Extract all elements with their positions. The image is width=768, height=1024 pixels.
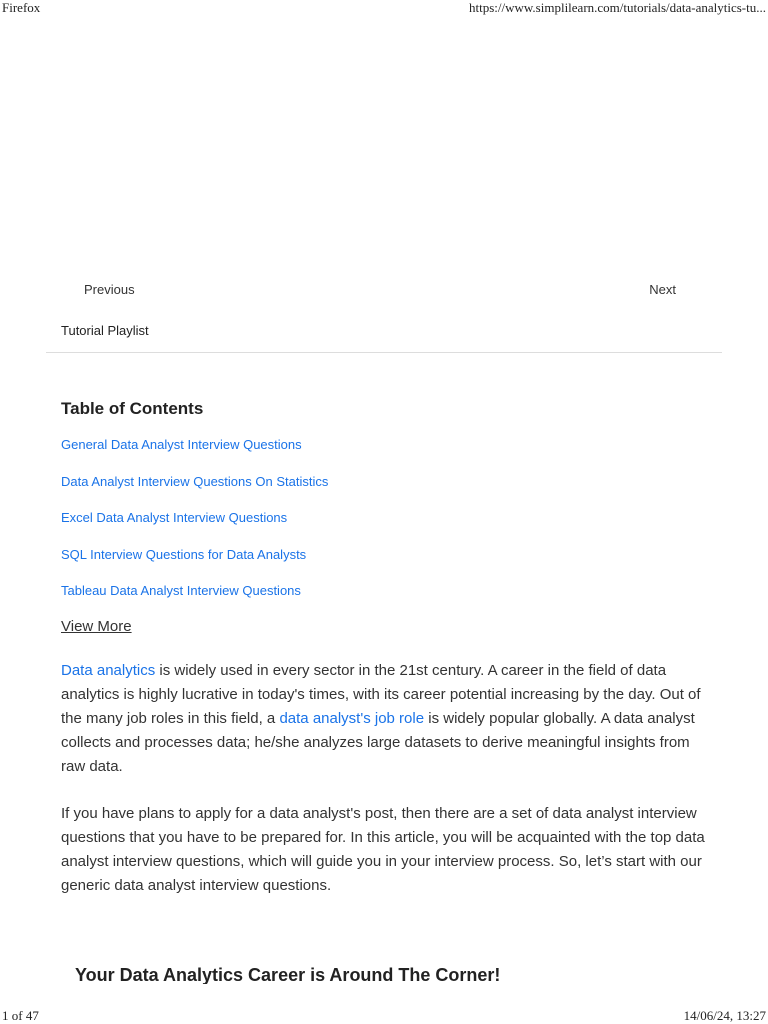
view-more-link[interactable]: View More: [61, 618, 132, 635]
toc-title: Table of Contents: [61, 399, 204, 418]
intro-text-1: is widely used in every sector in the 21st century. A career in the field of data analytics is highly lucrative in today's times, with its career potential increasing by the day. Out of the many job roles in this field, a: [61, 662, 701, 727]
page-count: 1 of 47: [2, 1008, 39, 1023]
toc-item: [61, 510, 328, 547]
print-footer: [0, 1008, 768, 1024]
previous-link[interactable]: Previous: [84, 282, 135, 297]
browser-name: Firefox: [2, 0, 41, 15]
toc-link-statistics[interactable]: Data Analyst Interview Questions On Statistics: [61, 473, 329, 489]
data-analytics-link[interactable]: Data analytics: [61, 662, 156, 679]
intro-paragraph: [61, 659, 711, 779]
print-timestamp: 14/06/24, 13:27: [683, 1008, 766, 1023]
toc-item: [61, 474, 328, 511]
toc-link-tableau[interactable]: Tableau Data Analyst Interview Questions: [61, 583, 301, 598]
tutorial-playlist-label[interactable]: Tutorial Playlist: [61, 323, 149, 338]
toc-item: [61, 547, 328, 584]
toc-item: [61, 583, 328, 620]
divider: [46, 352, 722, 353]
toc-link-excel[interactable]: Excel Data Analyst Interview Questions: [61, 510, 288, 525]
page-url: https://www.simplilearn.com/tutorials/data-analytics-tu...: [468, 0, 766, 15]
next-link[interactable]: Next: [649, 282, 676, 297]
promo-heading: Your Data Analytics Career is Around The Corner!: [75, 965, 501, 984]
intro-text-2: is widely popular globally. A data analyst collects and processes data; he/she analyzes large datasets to derive meaningful insights from raw data.: [61, 710, 695, 775]
toc-link-sql[interactable]: SQL Interview Questions for Data Analysts: [61, 546, 307, 562]
toc-list: [61, 437, 328, 620]
toc-item: [61, 437, 328, 474]
toc-link-general[interactable]: General Data Analyst Interview Questions: [61, 437, 302, 452]
data-analyst-job-role-link[interactable]: data analyst's job role: [279, 710, 425, 727]
second-paragraph: If you have plans to apply for a data analyst's post, then there are a set of data analyst interview questions that you have to be prepared for. In this article, you will be acquainted with the top data analyst interview questions, which will guide you in your interview process. So, let’s start with our generic data analyst interview questions.: [61, 805, 705, 894]
